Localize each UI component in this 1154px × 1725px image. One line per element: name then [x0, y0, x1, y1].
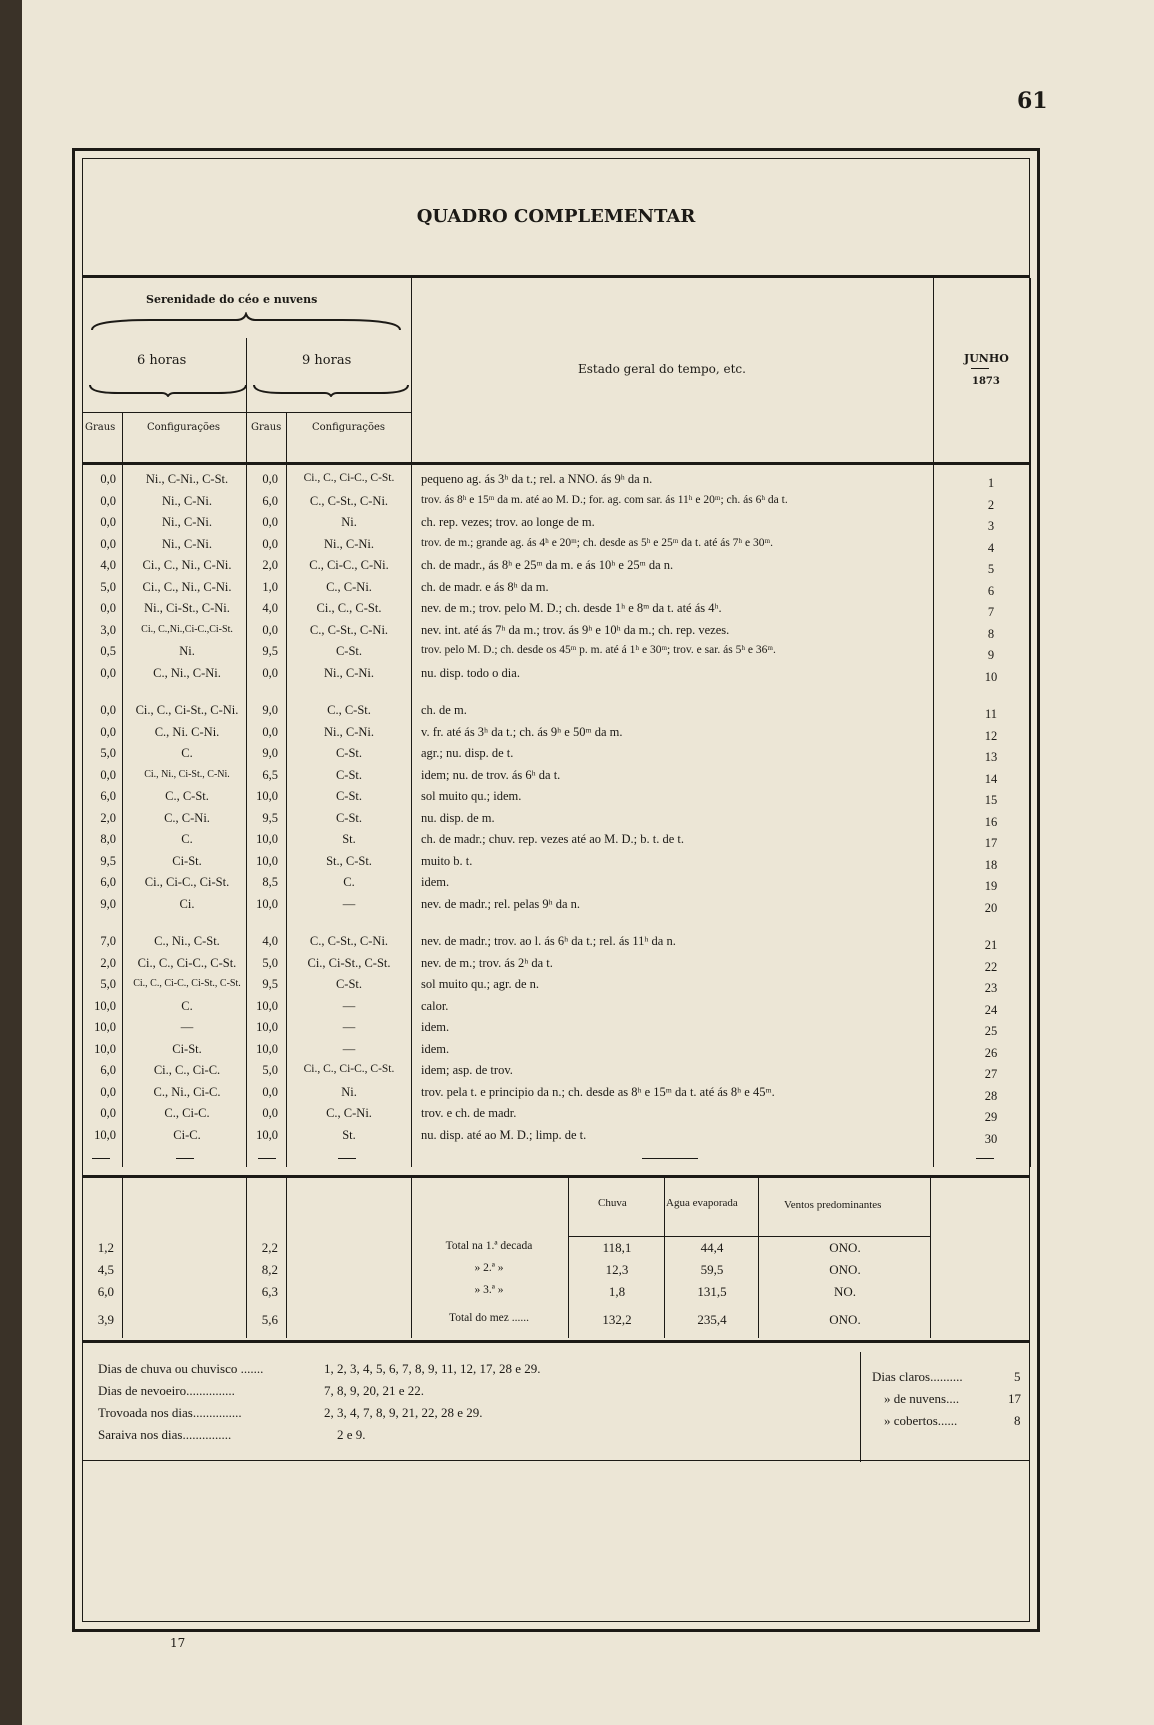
graus-9h: 0,0	[262, 1106, 278, 1120]
summary-header-rule	[568, 1236, 930, 1237]
graus-6h: 9,0	[100, 896, 116, 911]
graus-9h: 4,0	[262, 601, 278, 615]
table-title: QUADRO COMPLEMENTAR	[416, 206, 696, 227]
sum-col-4	[411, 1178, 412, 1338]
graus-6h: 6,0	[100, 789, 116, 803]
config-9h: Ni.	[341, 1084, 357, 1099]
graus-9h: 1,0	[262, 579, 278, 594]
day-number: 10	[984, 669, 998, 684]
hour9-label: 9 horas	[302, 353, 352, 368]
config-9h: C., C-St.	[327, 703, 371, 717]
graus-9h: 0,0	[262, 724, 278, 739]
month-label: JUNHO	[964, 352, 1009, 365]
day-number: 30	[984, 1131, 998, 1146]
day-number: 19	[984, 879, 998, 893]
graus-9h: 0,0	[262, 472, 278, 486]
config-9h: St.	[342, 832, 356, 846]
estado-geral: idem; asp. de trov.	[421, 1063, 513, 1077]
end-dash-estado	[642, 1158, 698, 1159]
config-9h: C-St.	[335, 644, 363, 658]
summary-vento: NO.	[833, 1284, 857, 1299]
config-6h: Ci., C., Ci-C., C-St.	[137, 955, 237, 970]
estado-geral: ch. de madr.; chuv. rep. vezes até ao M. D.; b. t. de t.	[421, 832, 684, 846]
summary-vento: ONO.	[829, 1262, 861, 1277]
config6-label: Configurações	[147, 422, 221, 433]
config-9h: C., C-St., C-Ni.	[309, 622, 389, 637]
end-dash-day	[976, 1158, 994, 1159]
table-row	[0, 744, 1154, 765]
graus6-label: Graus	[85, 422, 116, 433]
graus-9h: 9,5	[262, 810, 278, 825]
table-row	[0, 513, 1154, 534]
graus-9h: 5,0	[262, 1063, 278, 1077]
graus-9h: 9,5	[262, 644, 278, 658]
config-9h: Ci., C., Ci-C., C-St.	[303, 472, 395, 484]
cobertos-label: » cobertos......	[884, 1413, 958, 1428]
graus-6h: 6,0	[100, 875, 116, 889]
estado-geral: nev. int. até ás 7ʰ da m.; trov. ás 9ʰ e 10ʰ da m.; ch. rep. vezes.	[421, 622, 730, 637]
table-row	[0, 1126, 1154, 1147]
table-row	[0, 809, 1154, 830]
estado-geral: trov. pela t. e principio da n.; ch. desde as 8ʰ e 15ᵐ da t. até ás 8ʰ e 45ᵐ.	[421, 1084, 775, 1099]
sum-col-6	[664, 1178, 665, 1338]
config-9h: Ci., Ci-St., C-St.	[307, 955, 391, 970]
config-6h: C., Ni. C-Ni.	[154, 724, 220, 739]
graus-6h: 10,0	[94, 1127, 116, 1142]
trovoada-days-value: 2, 3, 4, 7, 8, 9, 21, 22, 28 e 29.	[324, 1405, 483, 1420]
day-number: 21	[984, 938, 998, 952]
graus-9h: 8,5	[262, 875, 278, 889]
config-6h: Ci., C., Ci-C., Ci-St., C-St.	[133, 978, 241, 989]
summary-top-rule	[82, 1175, 1030, 1178]
hour6-label: 6 horas	[137, 353, 187, 368]
sum-col-8	[930, 1178, 931, 1338]
claros-label: Dias claros..........	[872, 1369, 963, 1384]
graus-9h: 10,0	[256, 1020, 278, 1034]
sum-col-3	[286, 1178, 287, 1338]
sum-col-5	[568, 1178, 569, 1338]
trovoada-days-label: Trovoada nos dias...............	[98, 1405, 242, 1420]
summary-graus-9h: 8,2	[261, 1262, 278, 1277]
claros-value: 5	[1014, 1369, 1021, 1384]
config-6h: C.	[181, 998, 193, 1013]
graus-6h: 3,0	[100, 622, 116, 637]
config-6h: Ni., C-Ni.	[162, 493, 212, 508]
graus-6h: 5,0	[100, 746, 116, 760]
graus9-label: Graus	[251, 422, 282, 433]
day-number: 12	[984, 728, 998, 743]
day-number: 26	[984, 1045, 998, 1060]
footer-divider	[860, 1352, 861, 1462]
estado-geral: idem; nu. de trov. ás 6ʰ da t.	[421, 767, 561, 782]
graus-9h: 5,0	[262, 955, 278, 970]
hour6-brace	[88, 381, 248, 397]
day-number: 25	[984, 1024, 998, 1038]
config-6h: C., Ni., Ci-C.	[153, 1084, 221, 1099]
graus-6h: 0,0	[100, 1084, 116, 1099]
graus-6h: 7,0	[100, 934, 116, 948]
config-6h: Ni.	[179, 644, 195, 658]
config-9h: Ni., C-Ni.	[324, 665, 374, 680]
table-row	[0, 895, 1154, 916]
config-9h: Ni., C-Ni.	[324, 536, 374, 551]
sum-col-7	[758, 1178, 759, 1338]
graus-6h: 0,0	[100, 536, 116, 551]
summary-graus-6h: 6,0	[97, 1284, 114, 1299]
config9-label: Configurações	[312, 422, 386, 433]
chuva-days-label: Dias de chuva ou chuvisco .......	[98, 1361, 264, 1376]
estado-geral: trov. pelo M. D.; ch. desde os 45ᵐ p. m. até á 1ʰ e 30ᵐ; trov. e sar. ás 5ʰ e 36ᵐ.	[421, 644, 776, 656]
day-number: 6	[987, 583, 995, 598]
nevoeiro-days-label: Dias de nevoeiro...............	[98, 1383, 235, 1398]
graus-9h: 0,0	[262, 622, 278, 637]
day-number: 29	[984, 1110, 998, 1124]
graus-6h: 10,0	[94, 998, 116, 1013]
sum-col-1	[122, 1178, 123, 1338]
config-9h: St.	[342, 1127, 356, 1142]
table-row	[0, 556, 1154, 577]
config-9h: Ni., C-Ni.	[324, 724, 374, 739]
table-row	[0, 975, 1154, 996]
estado-geral: muito b. t.	[421, 853, 473, 868]
graus-6h: 0,0	[100, 665, 116, 680]
config-9h: C., C-Ni.	[326, 579, 372, 594]
table-row	[0, 830, 1154, 851]
table-row	[0, 873, 1154, 894]
table-row	[0, 621, 1154, 642]
config-9h: C-St.	[335, 746, 363, 760]
hour9-brace	[252, 381, 410, 397]
summary-agua: 131,5	[697, 1284, 727, 1299]
graus-9h: 9,0	[262, 746, 278, 760]
graus-6h: 0,0	[100, 493, 116, 508]
graus-9h: 2,0	[262, 558, 278, 572]
config-6h: —	[180, 1020, 194, 1034]
summary-label: » 3.ª »	[474, 1284, 504, 1296]
serenidade-brace	[90, 312, 402, 332]
config-6h: C., Ni., C-St.	[154, 934, 220, 948]
config-9h: —	[342, 1041, 356, 1056]
table-row	[0, 470, 1154, 491]
config-6h: Ci., C.,Ni.,Ci-C.,Ci-St.	[141, 623, 233, 635]
summary-label: Total na 1.ª decada	[445, 1240, 533, 1252]
estado-geral: nev. de m.; trov. ás 2ʰ da t.	[421, 955, 553, 970]
config-9h: St., C-St.	[326, 853, 372, 868]
day-number: 14	[984, 771, 998, 786]
graus-9h: 10,0	[256, 896, 278, 911]
summary-graus-9h: 5,6	[261, 1312, 278, 1327]
graus-9h: 10,0	[256, 832, 278, 846]
summary-chuva: 1,8	[608, 1284, 626, 1299]
day-number: 20	[984, 900, 998, 915]
config-9h: Ni.	[341, 515, 357, 529]
config-6h: Ci-C.	[173, 1127, 201, 1142]
summary-graus-6h: 3,9	[97, 1312, 114, 1327]
day-number: 3	[987, 519, 995, 533]
graus-9h: 0,0	[262, 515, 278, 529]
graus-9h: 9,5	[262, 977, 278, 991]
summary-vento: ONO.	[829, 1312, 861, 1327]
day-number: 16	[984, 814, 998, 829]
cobertos-value: 8	[1014, 1413, 1021, 1428]
summary-graus-6h: 1,2	[97, 1240, 114, 1255]
graus-9h: 10,0	[256, 1127, 278, 1142]
graus-6h: 6,0	[100, 1063, 116, 1077]
graus-9h: 10,0	[256, 1041, 278, 1056]
table-row	[0, 664, 1154, 685]
summary-graus-9h: 6,3	[261, 1284, 278, 1299]
day-number: 24	[984, 1002, 998, 1017]
config-6h: C., Ni., C-Ni.	[153, 665, 221, 680]
estado-geral: v. fr. até ás 3ʰ da t.; ch. ás 9ʰ e 50ᵐ da m.	[421, 724, 623, 739]
estado-geral: ch. rep. vezes; trov. ao longe de m.	[421, 515, 595, 529]
summary-agua: 59,5	[700, 1262, 724, 1277]
header-bottom-rule	[82, 462, 1030, 465]
config-9h: —	[342, 1020, 356, 1034]
summary-label: » 2.ª »	[474, 1262, 504, 1274]
estado-geral: nu. disp. de m.	[421, 810, 495, 825]
table-row	[0, 1018, 1154, 1039]
config-6h: C.	[181, 832, 193, 846]
table-row	[0, 492, 1154, 513]
day-number: 27	[984, 1067, 998, 1081]
estado-geral: sol muito qu.; agr. de n.	[421, 977, 540, 991]
end-dash-config9	[338, 1158, 356, 1159]
config-6h: Ci., C., Ci-St., C-Ni.	[135, 703, 239, 717]
estado-geral: calor.	[421, 998, 449, 1013]
graus-6h: 8,0	[100, 832, 116, 846]
summary-label: Total do mez ......	[449, 1312, 529, 1324]
day-number: 11	[984, 707, 998, 721]
table-row	[0, 701, 1154, 722]
table-row	[0, 723, 1154, 744]
table-row	[0, 1040, 1154, 1061]
day-number: 15	[984, 793, 998, 807]
chuva-header: Chuva	[598, 1197, 627, 1209]
estado-geral: nev. de madr.; rel. pelas 9ʰ da n.	[421, 896, 581, 911]
summary-chuva: 12,3	[605, 1262, 629, 1277]
config-9h: C-St.	[335, 789, 363, 803]
graus-9h: 4,0	[262, 934, 278, 948]
graus-6h: 0,0	[100, 767, 116, 782]
graus-9h: 9,0	[262, 703, 278, 717]
graus-6h: 9,5	[100, 853, 116, 868]
day-number: 23	[984, 981, 998, 995]
estado-geral: nu. disp. todo o dia.	[421, 665, 520, 680]
graus-6h: 4,0	[100, 558, 116, 572]
estado-geral: nu. disp. até ao M. D.; limp. de t.	[421, 1127, 587, 1142]
end-dash-graus9	[258, 1158, 276, 1159]
graus-6h: 0,0	[100, 601, 116, 615]
estado-label: Estado geral do tempo, etc.	[578, 362, 746, 376]
graus-9h: 6,5	[262, 767, 278, 782]
config-9h: C-St.	[335, 810, 363, 825]
config-9h: Ci., C., Ci-C., C-St.	[303, 1063, 395, 1075]
day-number: 8	[987, 626, 995, 641]
estado-geral: ch. de m.	[421, 703, 467, 717]
graus-9h: 10,0	[256, 998, 278, 1013]
config-9h: Ci., C., C-St.	[316, 601, 382, 615]
month-divider	[971, 368, 989, 369]
config-6h: C.	[181, 746, 193, 760]
estado-geral: trov. de m.; grande ag. ás 4ʰ e 20ᵐ; ch. desde as 5ʰ e 25ᵐ da t. até ás 7ʰ e 30ᵐ.	[421, 536, 773, 549]
saraiva-days-value: 2 e 9.	[337, 1427, 366, 1442]
graus-6h: 0,0	[100, 1106, 116, 1120]
table-row	[0, 578, 1154, 599]
table-row	[0, 997, 1154, 1018]
summary-graus-6h: 4,5	[97, 1262, 114, 1277]
graus-6h: 10,0	[94, 1020, 116, 1034]
config-6h: C., C-Ni.	[164, 810, 210, 825]
day-number: 22	[984, 959, 998, 974]
table-row	[0, 1083, 1154, 1104]
table-row	[0, 1104, 1154, 1125]
serenidade-label: Serenidade do céo e nuvens	[146, 293, 318, 306]
day-number: 7	[987, 605, 995, 619]
estado-geral: idem.	[421, 1041, 450, 1056]
estado-geral: ch. de madr. e ás 8ʰ da m.	[421, 579, 549, 594]
summary-vento: ONO.	[829, 1240, 861, 1255]
day-number: 13	[984, 750, 998, 764]
config-6h: Ci-St.	[172, 853, 202, 868]
graus-9h: 0,0	[262, 536, 278, 551]
table-row	[0, 642, 1154, 663]
subheader-rule	[82, 412, 412, 413]
saraiva-days-label: Saraiva nos dias...............	[98, 1427, 232, 1442]
page-number: 61	[1017, 88, 1048, 114]
config-6h: Ci., Ni., Ci-St., C-Ni.	[144, 768, 230, 780]
day-number: 2	[987, 497, 995, 512]
graus-9h: 10,0	[256, 789, 278, 803]
config-6h: Ci., C., Ci-C.	[153, 1063, 221, 1077]
signature-mark: 17	[170, 1636, 186, 1650]
ventos-header: Ventos predominantes	[784, 1199, 882, 1211]
graus-6h: 2,0	[100, 955, 116, 970]
nevoeiro-days-value: 7, 8, 9, 20, 21 e 22.	[324, 1383, 425, 1398]
config-6h: Ci.	[179, 896, 195, 911]
config-9h: —	[342, 998, 356, 1013]
table-row	[0, 599, 1154, 620]
nuvens-value: 17	[1008, 1391, 1021, 1406]
day-number: 1	[987, 476, 995, 490]
end-dash-graus6	[92, 1158, 110, 1159]
nuvens-label: » de nuvens....	[884, 1391, 960, 1406]
table-row	[0, 535, 1154, 556]
graus-6h: 5,0	[100, 977, 116, 991]
config-6h: Ci., C., Ni., C-Ni.	[142, 579, 232, 594]
graus-6h: 2,0	[100, 810, 116, 825]
day-number: 18	[984, 857, 998, 872]
config-9h: C-St.	[335, 767, 363, 782]
graus-6h: 0,5	[100, 644, 116, 658]
config-9h: C., C-Ni.	[326, 1106, 372, 1120]
summary-chuva: 118,1	[602, 1240, 632, 1255]
summary-agua: 235,4	[697, 1312, 727, 1327]
graus-9h: 6,0	[262, 493, 278, 508]
graus-9h: 10,0	[256, 853, 278, 868]
day-number: 17	[984, 836, 998, 850]
table-row	[0, 932, 1154, 953]
estado-geral: trov. e ch. de madr.	[421, 1106, 517, 1120]
config-6h: Ci., Ci-C., Ci-St.	[144, 875, 230, 889]
end-dash-config6	[176, 1158, 194, 1159]
config-9h: C.	[343, 875, 355, 889]
graus-9h: 0,0	[262, 1084, 278, 1099]
graus-6h: 0,0	[100, 703, 116, 717]
estado-geral: nev. de m.; trov. pelo M. D.; ch. desde 1ʰ e 8ᵐ da t. até ás 4ʰ.	[421, 601, 722, 615]
estado-geral: idem.	[421, 875, 450, 889]
estado-geral: idem.	[421, 1020, 450, 1034]
table-row	[0, 1061, 1154, 1082]
graus-6h: 5,0	[100, 579, 116, 594]
config-9h: C., C-St., C-Ni.	[309, 934, 389, 948]
graus-6h: 10,0	[94, 1041, 116, 1056]
footer-top-rule	[82, 1340, 1030, 1343]
estado-geral: pequeno ag. ás 3ʰ da t.; rel. a NNO. ás 9ʰ da n.	[421, 472, 653, 486]
summary-agua: 44,4	[700, 1240, 724, 1255]
config-6h: Ni., C-Ni.	[162, 515, 212, 529]
config-9h: —	[342, 896, 356, 911]
config-6h: Ni., C-Ni., C-St.	[145, 472, 229, 486]
day-number: 4	[987, 540, 995, 555]
config-6h: Ci., C., Ni., C-Ni.	[142, 558, 232, 572]
graus-6h: 0,0	[100, 724, 116, 739]
estado-geral: sol muito qu.; idem.	[421, 789, 522, 803]
table-row	[0, 766, 1154, 787]
chuva-days-value: 1, 2, 3, 4, 5, 6, 7, 8, 9, 11, 12, 17, 28 e 29.	[324, 1361, 541, 1376]
day-number: 9	[987, 648, 995, 662]
config-6h: Ni., Ci-St., C-Ni.	[144, 601, 230, 615]
config-9h: C., Ci-C., C-Ni.	[309, 558, 389, 572]
config-9h: C-St.	[335, 977, 363, 991]
day-number: 28	[984, 1088, 998, 1103]
table-row	[0, 787, 1154, 808]
table-row	[0, 954, 1154, 975]
summary-chuva: 132,2	[602, 1312, 632, 1327]
header-top-rule	[82, 275, 1030, 278]
day-number: 5	[987, 562, 995, 576]
estado-geral: nev. de madr.; trov. ao l. ás 6ʰ da t.; rel. ás 11ʰ da n.	[421, 934, 676, 948]
config-6h: C., Ci-C.	[164, 1106, 210, 1120]
graus-6h: 0,0	[100, 515, 116, 529]
graus-9h: 0,0	[262, 665, 278, 680]
footer-bottom-rule	[82, 1460, 1030, 1461]
sum-col-2	[246, 1178, 247, 1338]
config-6h: Ni., C-Ni.	[162, 536, 212, 551]
year-label: 1873	[972, 376, 1000, 387]
estado-geral: ch. de madr., ás 8ʰ e 25ᵐ da m. e ás 10ʰ e 25ᵐ da n.	[421, 558, 674, 572]
config-6h: C., C-St.	[165, 789, 209, 803]
agua-header: Agua evaporada	[666, 1197, 738, 1209]
summary-graus-9h: 2,2	[261, 1240, 278, 1255]
estado-geral: agr.; nu. disp. de t.	[421, 746, 514, 760]
graus-6h: 0,0	[100, 472, 116, 486]
config-9h: C., C-St., C-Ni.	[309, 493, 389, 508]
table-row	[0, 852, 1154, 873]
estado-geral: trov. ás 8ʰ e 15ᵐ da m. até ao M. D.; for. ag. com sar. ás 11ʰ e 20ᵐ; ch. ás 6ʰ da t.	[421, 493, 788, 506]
config-6h: Ci-St.	[172, 1041, 202, 1056]
